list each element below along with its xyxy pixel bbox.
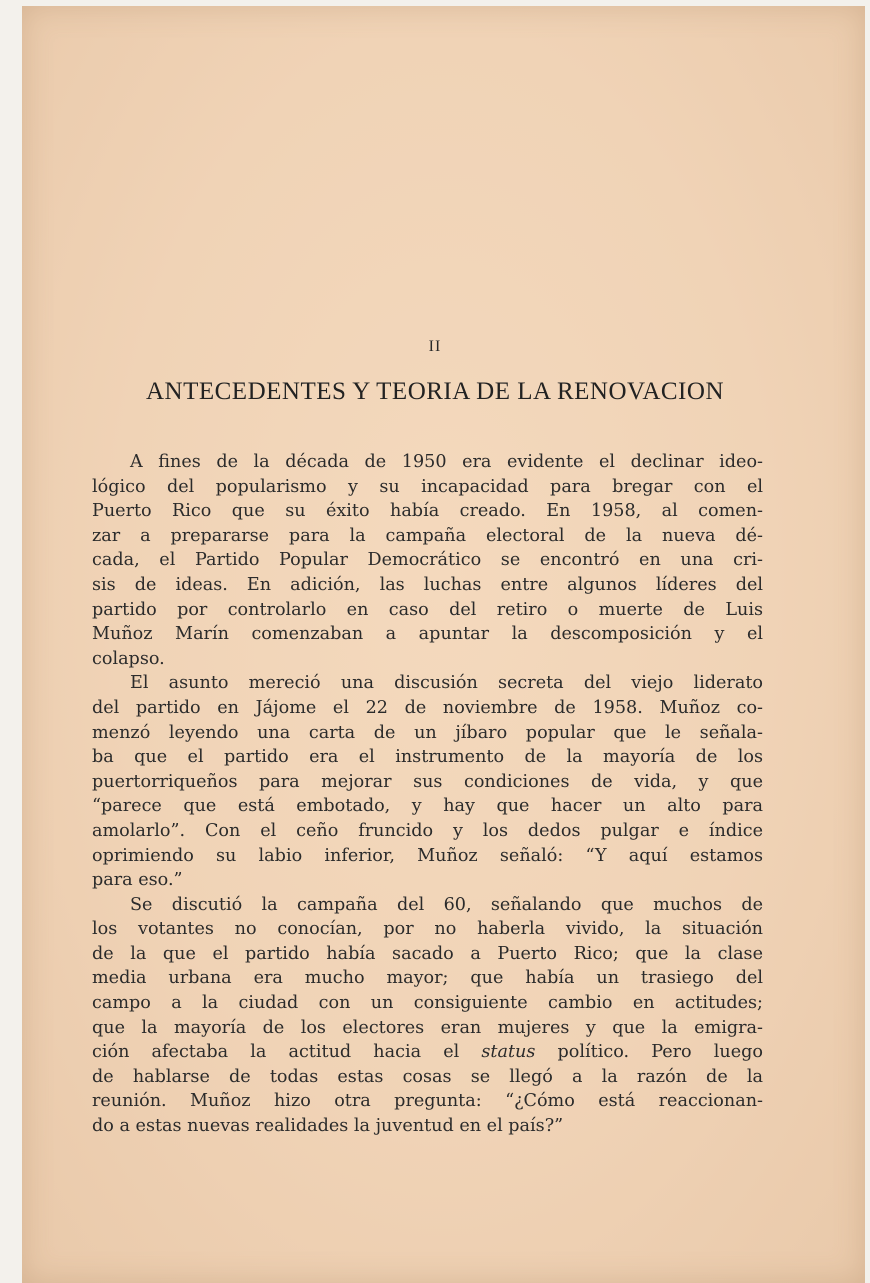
text-line: El asunto mereció una discusión secreta del viejo liderato (130, 673, 763, 694)
text-line: do a estas nuevas realidades la juventud en el país?” (92, 1116, 564, 1137)
text-line: partido por controlarlo en caso del retiro o muerte de Luis (92, 599, 763, 620)
text-line: los votantes no conocían, por no haberla vivido, la situación (92, 919, 763, 940)
chapter-number: II (428, 338, 442, 355)
text-line: sis de ideas. En adición, las luchas entre algunos líderes del (92, 574, 763, 595)
text-line: del partido en Jájome el 22 de noviembre de 1958. Muñoz co- (92, 697, 763, 718)
text-line: oprimiendo su labio inferior, Muñoz señaló: “Y aquí estamos (92, 845, 763, 866)
text-line: campo a la ciudad con un consiguiente cambio en actitudes; (92, 993, 763, 1014)
text-line: A fines de la década de 1950 era evidente el declinar ideo- (130, 452, 763, 472)
text-line: zar a prepararse para la campaña electoral de la nueva dé- (92, 525, 763, 546)
paragraph-2 (92, 671, 763, 892)
text-line: Muñoz Marín comenzaban a apuntar la descomposición y el (92, 624, 763, 645)
text-line: puertorriqueños para mejorar sus condiciones de vida, y que (92, 771, 763, 792)
text-line: para eso.” (92, 870, 183, 891)
italic-word: status (481, 1042, 536, 1063)
text-line: que la mayoría de los electores eran mujeres y que la emigra- (92, 1017, 763, 1038)
text-line: colapso. (92, 648, 165, 669)
text-line: media urbana era mucho mayor; que había un trasiego del (92, 968, 763, 989)
text-line: Puerto Rico que su éxito había creado. En 1958, al comen- (92, 501, 763, 522)
text-line: cada, el Partido Popular Democrático se encontró en una cri- (92, 550, 763, 571)
text-line: menzó leyendo una carta de un jíbaro popular que le señala- (92, 722, 763, 743)
text-line: ba que el partido era el instrumento de la mayoría de los (92, 747, 763, 768)
body-text (92, 450, 763, 1139)
text-line: de la que el partido había sacado a Puerto Rico; que la clase (92, 943, 763, 964)
paragraph-3 (92, 893, 763, 1139)
text-line: de hablarse de todas estas cosas se llegó a la razón de la (92, 1066, 763, 1087)
paragraph-1 (92, 450, 763, 671)
text-line: amolarlo”. Con el ceño fruncido y los dedos pulgar e índice (92, 820, 763, 841)
text-segment: político. Pero luego (535, 1042, 763, 1063)
text-line: Se discutió la campaña del 60, señalando que muchos de (130, 894, 763, 915)
text-line: “parece que está embotado, y hay que hacer un alto para (92, 796, 763, 817)
text-line: reunión. Muñoz hizo otra pregunta: “¿Cómo está reaccionan- (92, 1091, 763, 1112)
text-line-with-italic (92, 1040, 763, 1065)
text-segment: ción afectaba la actitud hacia el (92, 1042, 482, 1063)
text-line: lógico del popularismo y su incapacidad para bregar con el (92, 476, 763, 497)
chapter-title: ANTECEDENTES Y TEORIA DE LA RENOVACION (145, 378, 724, 405)
